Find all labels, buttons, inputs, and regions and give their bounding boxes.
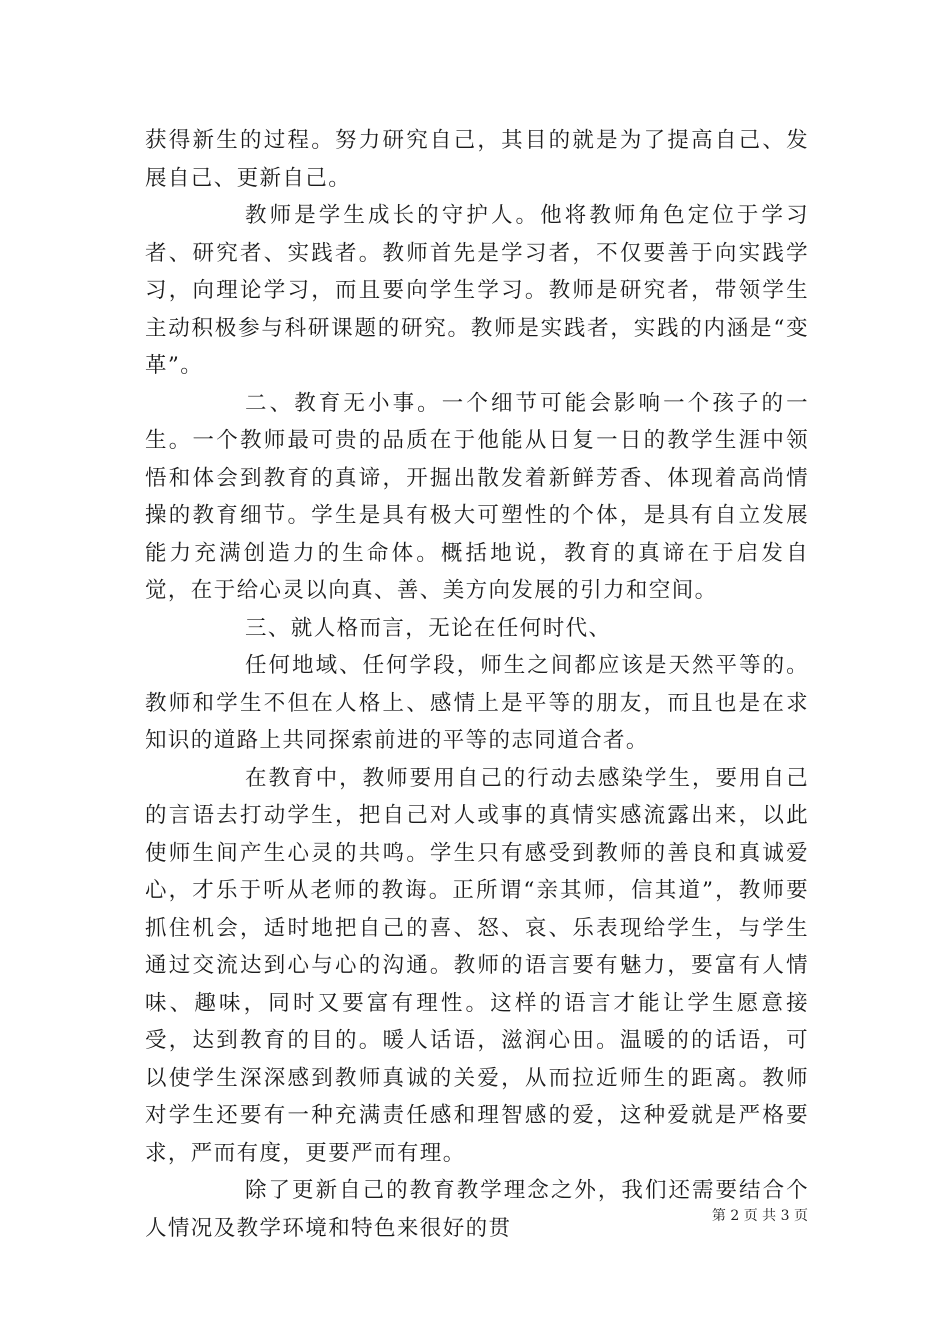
- page-number-footer: 第 2 页 共 3 页: [711, 1208, 808, 1224]
- paragraph-2: 教师是学生成长的守护人。他将教师角色定位于学习者、研究者、实践者。教师首先是学习者，不仅要善于向实践学习，向理论学习，而且要向学生学习。教师是研究者，带领学生主动积极参与科研课题的研究。教师是实践者，实践的内涵是“变革”。: [145, 203, 809, 378]
- paragraph-4: 三、就人格而言，无论在任何时代、: [245, 615, 612, 641]
- document-body: [145, 122, 809, 1247]
- paragraph-1: 获得新生的过程。努力研究自己，其目的就是为了提高自己、发展自己、更新自己。: [145, 128, 809, 191]
- paragraph-6: 在教育中，教师要用自己的行动去感染学生，要用自己的言语去打动学生，把自己对人或事的真情实感流露出来，以此使师生间产生心灵的共鸣。学生只有感受到教师的善良和真诚爱心，才乐于听从老师的教诲。正所谓“亲其师，信其道”，教师要抓住机会，适时地把自己的喜、怒、哀、乐表现给学生，与学生通过交流达到心与心的沟通。教师的语言要有魅力，要富有人情味、趣味，同时又要富有理性。这样的语言才能让学生愿意接受，达到教育的目的。暖人话语，滋润心田。温暖的的话语，可以使学生深深感到教师真诚的关爱，从而拉近师生的距离。教师对学生还要有一种充满责任感和理智感的爱，这种爱就是严格要求，严而有度，更要严而有理。: [145, 765, 809, 1166]
- paragraph-7: 除了更新自己的教育教学理念之外，我们还需要结合个人情况及教学环境和特色来很好的贯: [145, 1178, 809, 1241]
- paragraph-5: 任何地域、任何学段，师生之间都应该是天然平等的。教师和学生不但在人格上、感情上是平等的朋友，而且也是在求知识的道路上共同探索前进的平等的志同道合者。: [145, 653, 809, 753]
- paragraph-3: 二、教育无小事。一个细节可能会影响一个孩子的一生。一个教师最可贵的品质在于他能从日复一日的教学生涯中领悟和体会到教育的真谛，开掘出散发着新鲜芳香、体现着高尚情操的教育细节。学生是具有极大可塑性的个体，是具有自立发展能力充满创造力的生命体。概括地说，教育的真谛在于启发自觉，在于给心灵以向真、善、美方向发展的引力和空间。: [145, 390, 809, 603]
